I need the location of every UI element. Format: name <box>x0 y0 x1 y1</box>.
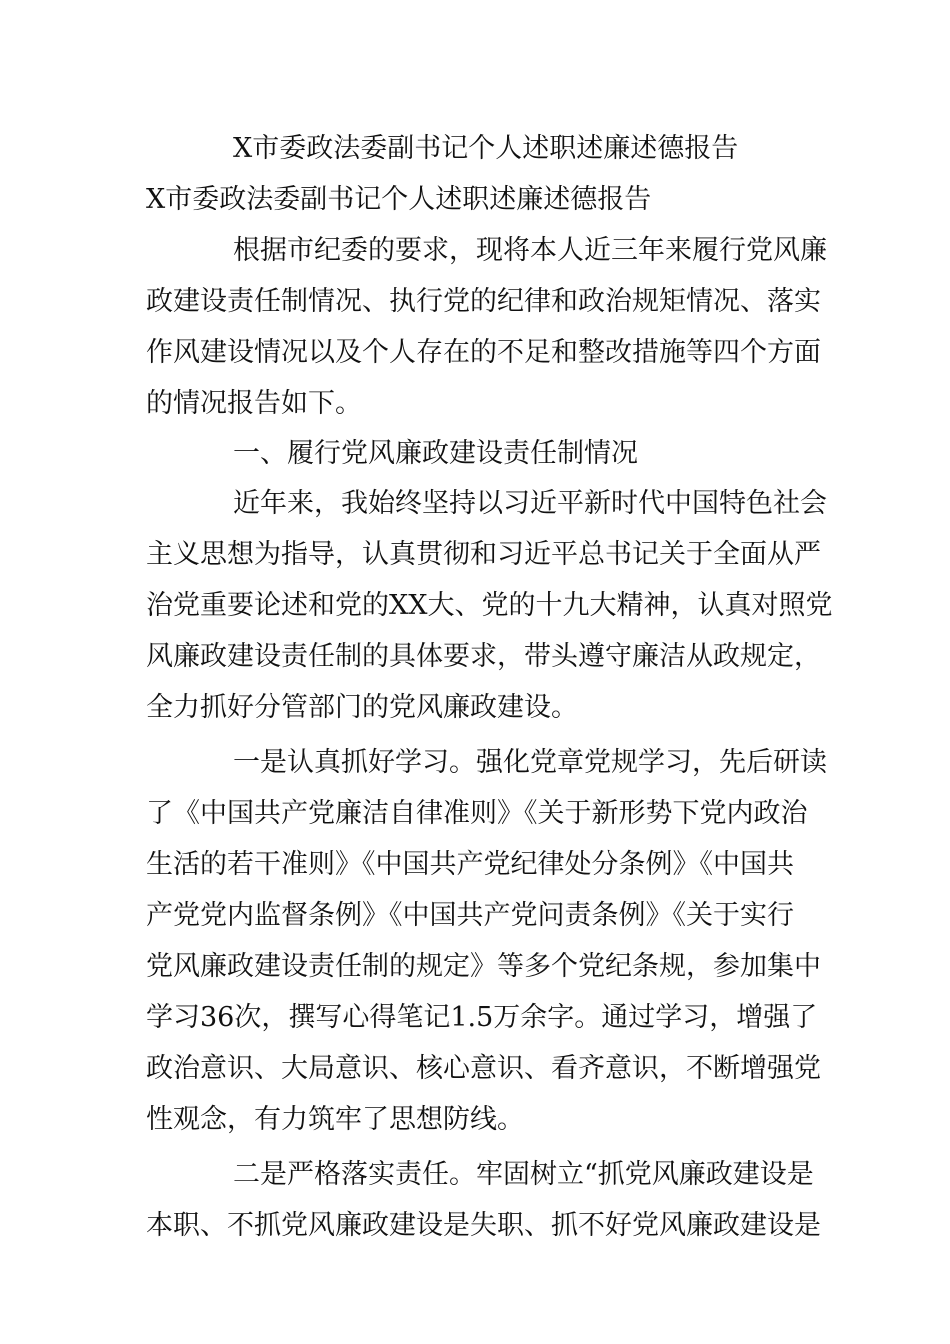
point1-line: 了《中国共产党廉洁自律准则》《关于新形势下党内政治 <box>146 798 808 829</box>
intro-line: 根据市纪委的要求，现将本人近三年来履行党风廉 <box>233 235 827 266</box>
section1-line: 主义思想为指导，认真贯彻和习近平总书记关于全面从严 <box>146 539 821 570</box>
section1-line: 风廉政建设责任制的具体要求，带头遵守廉洁从政规定， <box>146 641 821 672</box>
section1-line: 近年来，我始终坚持以习近平新时代中国特色社会 <box>233 488 827 519</box>
point1-line: 产党党内监督条例》《中国共产党问责条例》《关于实行 <box>146 900 794 931</box>
point1-line: 生活的若干准则》《中国共产党纪律处分条例》《中国共 <box>146 849 794 880</box>
point1-line: 党风廉政建设责任制的规定》等多个党纪条规，参加集中 <box>146 951 821 982</box>
point1-line: 学习36次，撰写心得笔记1.5万余字。通过学习，增强了 <box>146 1002 818 1033</box>
intro-line: 的情况报告如下。 <box>146 388 362 419</box>
point1-line: 政治意识、大局意识、核心意识、看齐意识，不断增强党 <box>146 1053 821 1084</box>
section-heading: 一、履行党风廉政建设责任制情况 <box>233 438 638 469</box>
intro-line: 政建设责任制情况、执行党的纪律和政治规矩情况、落实 <box>146 286 821 317</box>
section1-line: 治党重要论述和党的XX大、党的十九大精神，认真对照党 <box>146 590 833 621</box>
point1-line: 一是认真抓好学习。强化党章党规学习，先后研读 <box>233 747 827 778</box>
section1-line: 全力抓好分管部门的党风廉政建设。 <box>146 692 578 723</box>
document-subtitle: X市委政法委副书记个人述职述廉述德报告 <box>146 184 652 215</box>
intro-line: 作风建设情况以及个人存在的不足和整改措施等四个方面 <box>146 337 821 368</box>
point1-line: 性观念，有力筑牢了思想防线。 <box>146 1104 524 1135</box>
point2-line: 二是严格落实责任。牢固树立“抓党风廉政建设是 <box>233 1159 814 1190</box>
point2-line: 本职、不抓党风廉政建设是失职、抓不好党风廉政建设是 <box>146 1210 821 1241</box>
document-title: X市委政法委副书记个人述职述廉述德报告 <box>233 133 739 164</box>
